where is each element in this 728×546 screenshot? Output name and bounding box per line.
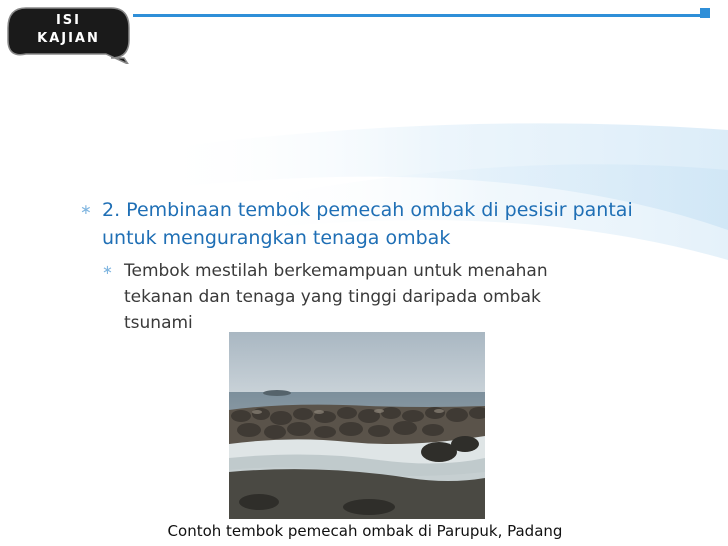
photo-caption: Contoh tembok pemecah ombak di Parupuk, Padang xyxy=(167,522,563,540)
badge-line-2: KAJIAN xyxy=(37,31,100,46)
bullet-sub xyxy=(102,258,614,336)
header-square xyxy=(700,8,710,18)
bullet-main xyxy=(80,196,640,252)
bullet-sub-text: Tembok mestilah berkemampuan untuk menahan tekanan dan tenaga yang tinggi daripada ombak tsunami xyxy=(124,261,548,333)
header-rule xyxy=(133,14,708,17)
slide-body xyxy=(80,196,640,336)
bullet-icon: ∗ xyxy=(80,202,92,218)
bullet-icon: ∗ xyxy=(102,263,113,278)
bullet-main-text: 2. Pembinaan tembok pemecah ombak di pesisir pantai untuk mengurangkan tenaga ombak xyxy=(102,199,633,249)
badge-line-1: ISI xyxy=(55,13,82,28)
breakwater-photo xyxy=(229,332,485,519)
section-badge xyxy=(6,6,131,58)
